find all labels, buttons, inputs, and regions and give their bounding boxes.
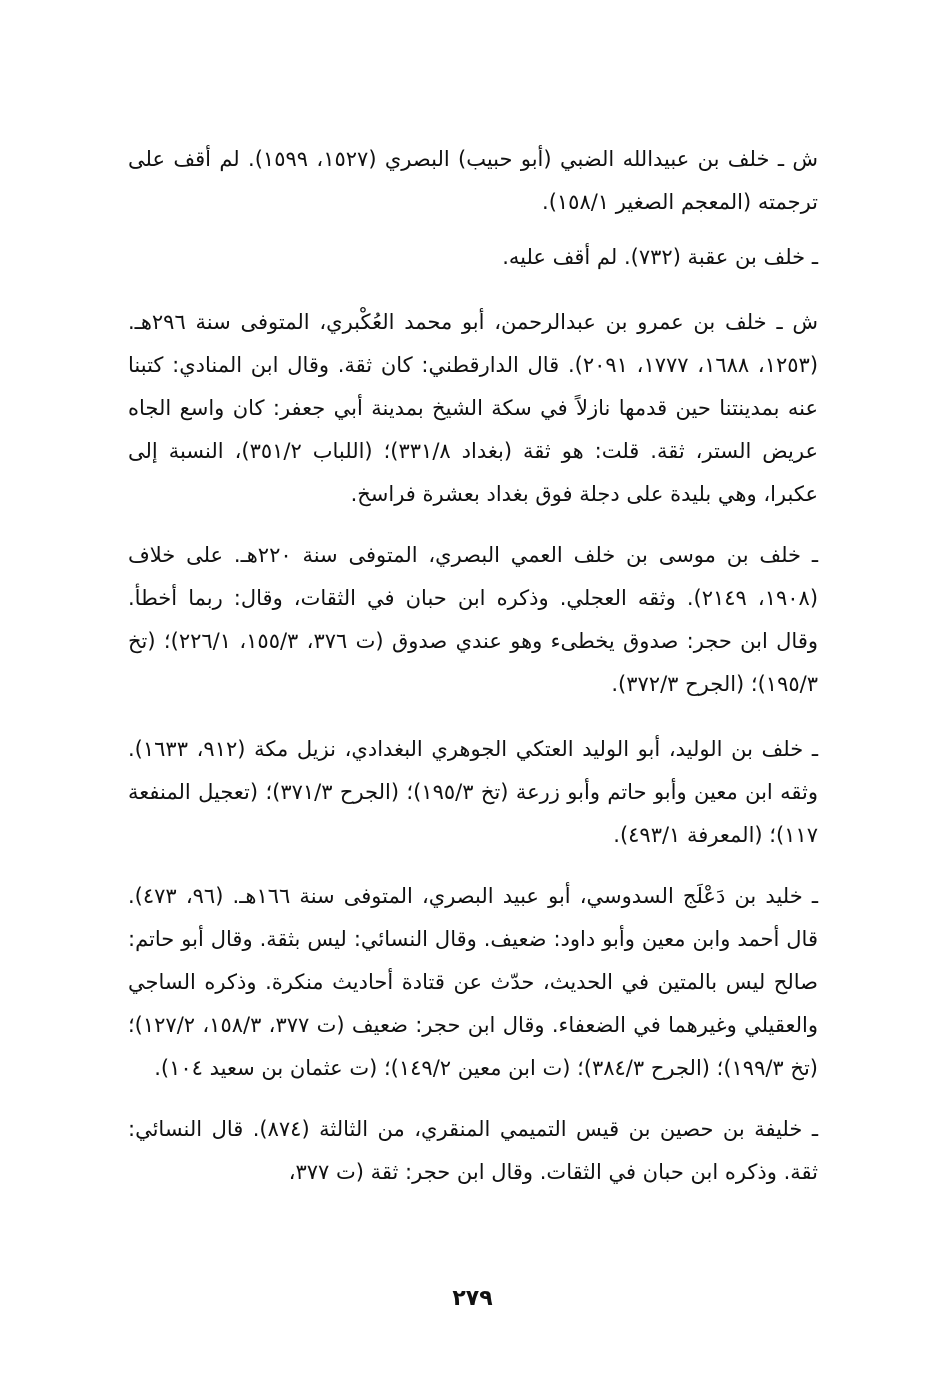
entry-khalifa-ibn-husayn: ـ خليفة بن حصين بن قيس التميمي المنقري، من الثالثة (٨٧٤). قال النسائي: ثقة. وذكره ابن حبان في الثقات. وقال ابن حجر: ثقة (ت ٣٧٧، <box>128 1117 818 1184</box>
entry-khalaf-ibn-amr: ش ـ خلف بن عمرو بن عبدالرحمن، أبو محمد العُكْبري، المتوفى سنة ٢٩٦هـ. (١٢٥٣، ١٦٨٨، ١٧٧٧، ٢٠٩١). قال الدارقطني: كان ثقة. وقال ابن المنادي: كتبنا عنه بمدينتنا حين قدمها نازلاً في سكة الشيخ بمدينة أبي جعفر: كان واسع الجاه عريض الستر، ثقة. قلت: هو ثقة (بغداد ٣٣١/٨)؛ (اللباب ٣٥١/٢)، النسبة إلى عكبرا، وهي بليدة على دجلة فوق بغداد بعشرة فراسخ. <box>128 310 819 506</box>
entry-khalaf-ibn-al-walid: ـ خلف بن الوليد، أبو الوليد العتكي الجوهري البغدادي، نزيل مكة (٩١٢، ١٦٣٣). وثقه ابن معين وأبو حاتم وأبو زرعة (تخ ١٩٥/٣)؛ (الجرح ٣٧١/٣)؛ (تعجيل المنفعة ١١٧)؛ (المعرفة ٤٩٣/١). <box>128 737 818 847</box>
entry-khalaf-ibn-uqba: ـ خلف بن عقبة (٧٣٢). لم أقف عليه. <box>502 245 818 269</box>
entry-khalaf-ibn-musa: ـ خلف بن موسى بن خلف العمي البصري، المتوفى سنة ٢٢٠هـ. على خلاف (١٩٠٨، ٢١٤٩). وثقه العجلي. وذكره ابن حبان في الثقات، وقال: ربما أخطأ. وقال ابن حجر: صدوق يخطىء وهو عندي صدوق (ت ٣٧٦، ١٥٥/٣، ٢٢٦/١)؛ (تخ ١٩٥/٣)؛ (الجرح ٣٧٢/٣). <box>128 543 819 696</box>
entry-khalaf-ibn-ubaydullah: ش ـ خلف بن عبيدالله الضبي (أبو حبيب) البصري (١٥٢٧، ١٥٩٩). لم أقف على ترجمته (المعجم الصغير ١٥٨/١). <box>128 147 818 214</box>
entry-khulayd-ibn-daljah: ـ خليد بن دَعْلَج السدوسي، أبو عبيد البصري، المتوفى سنة ١٦٦هـ. (٩٦، ٤٧٣). قال أحمد وابن معين وأبو داود: ضعيف. وقال النسائي: ليس بثقة. وقال أبو حاتم: صالح ليس بالمتين في الحديث، حدّث عن قتادة أحاديث منكرة. وذكره الساجي والعقيلي وغيرهما في الضعفاء. وقال ابن حجر: ضعيف (ت ٣٧٧، ١٥٨/٣، ١٢٧/٢)؛ (تخ ١٩٩/٣)؛ (الجرح ٣٨٤/٣)؛ (ت ابن معين ١٤٩/٢)؛ (ت عثمان بن سعيد ١٠٤). <box>128 884 819 1080</box>
page-number: ٢٧٩ <box>452 1286 493 1311</box>
page-body <box>128 138 818 1194</box>
